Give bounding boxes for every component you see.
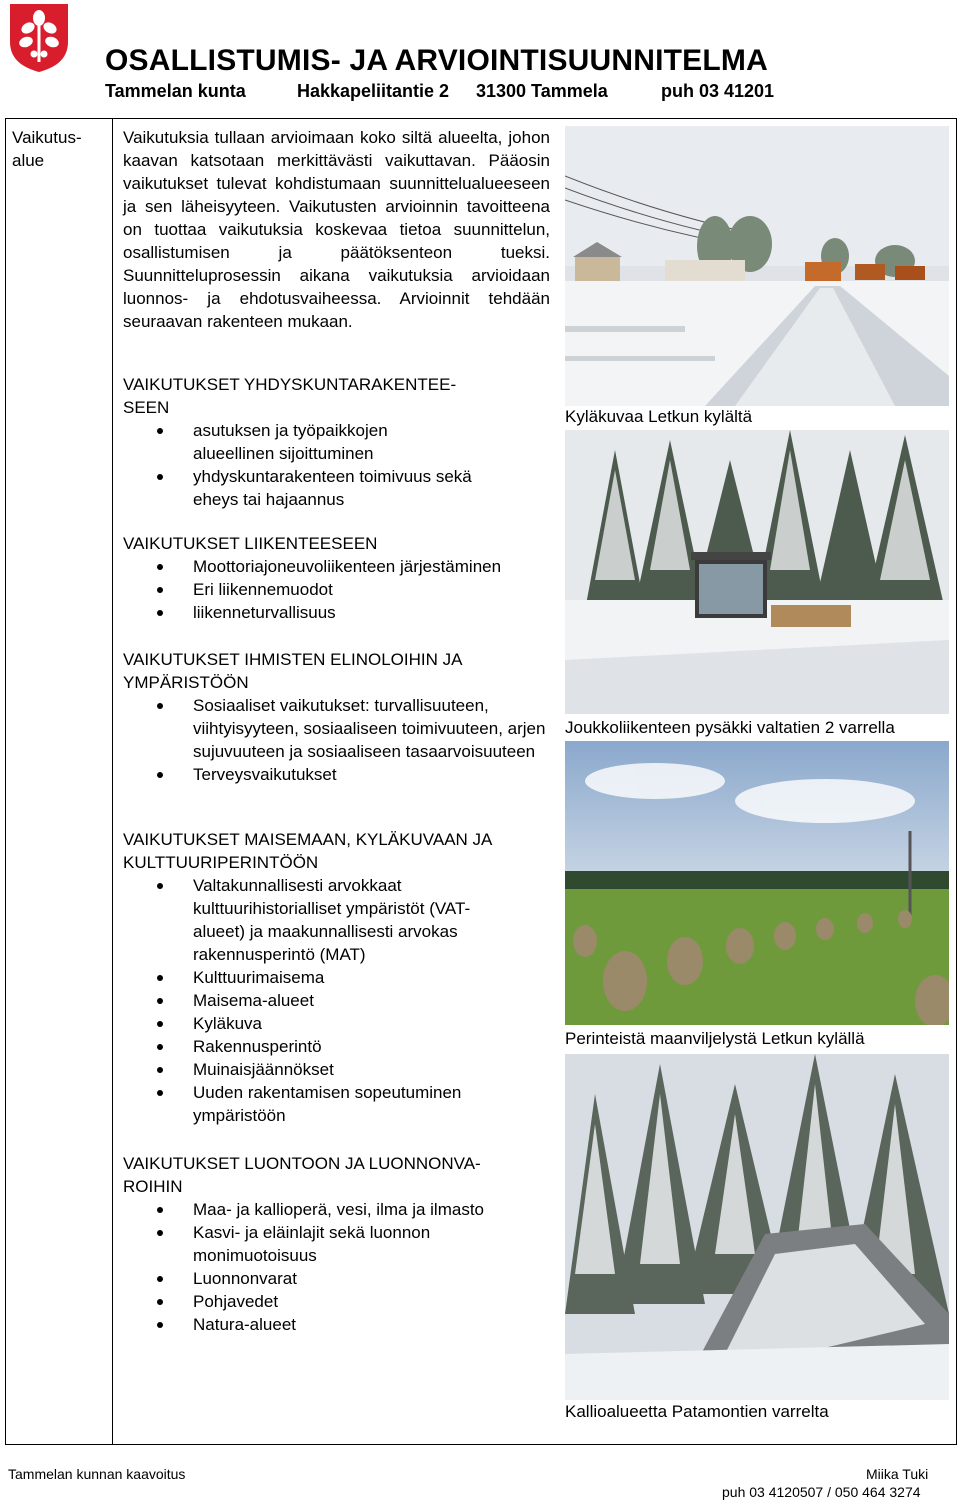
section-title: VAIKUTUKSET YHDYSKUNTARAKENTEE- SEEN [123,375,457,417]
bus-stop-photo [565,430,949,714]
photo-caption: Perinteistä maanviljelystä Letkun kylällä [565,1029,865,1048]
rock-area-winter-photo [565,1054,949,1400]
bullet-list [123,555,563,624]
intro-paragraph: Vaikutuksia tullaan arvioimaan koko siltä alueelta, johon kaavan katsotaan merkittävästi vaikuttavan. Pääosin vaikutukset tulevat kohdistumaan suunnittelualueeseen ja sen läheisyyteen. Vaikutusten arvioinnin tavoitteena on tuottaa vaikutuksia koskevaa tietoa suunnittelun, osallistumisen ja päätöksenteon tueksi. Suunnitteluprosessin aikana vaikutuksia arvioidaan luonnos- ja ehdotusvaiheessa. Arvioinnit tehdään seuraavan rakenteen mukaan. [123,128,550,331]
list-item: Luonnonvarat [123,1267,563,1290]
photo-caption: Kyläkuvaa Letkun kylältä [565,407,753,426]
list-item: asutuksen ja työpaikkojen alueellinen sijoittuminen [123,419,473,465]
section-community-structure [123,373,563,511]
list-item: Maisema-alueet [123,989,563,1012]
row-label: Vaikutus- alue [12,128,82,170]
list-item: Kasvi- ja eläinlajit sekä luonnon monimuotoisuus [123,1221,493,1267]
section-title: VAIKUTUKSET MAISEMAAN, KYLÄKUVAAN JA KULTTUURIPERINTÖÖN [123,830,493,872]
section-landscape-heritage [123,828,563,1127]
column-divider [112,118,113,1445]
list-item: Uuden rakentamisen sopeutuminen ympäristöön [123,1081,493,1127]
phone-number: puh 03 41201 [661,81,775,101]
section-traffic [123,532,563,624]
haystack-field-photo [565,741,949,1025]
photo-caption: Kallioalueetta Patamontien varrelta [565,1402,829,1421]
footer-contact-phone: puh 03 4120507 / 050 464 3274 [722,1484,921,1500]
list-item: Maa- ja kallioperä, vesi, ilma ja ilmasto [123,1198,563,1221]
bullet-list [123,694,563,786]
list-item: Terveysvaikutukset [123,763,563,786]
bullet-list [123,874,563,1127]
section-title: VAIKUTUKSET IHMISTEN ELINOLOIHIN JA YMPÄRISTÖÖN [123,650,463,692]
section-nature-resources [123,1152,563,1336]
list-item: Valtakunnallisesti arvokkaat kulttuurihistorialliset ympäristöt (VAT-alueet) ja maakunnallisesti arvokas rakennusperintö (MAT) [123,874,493,966]
section-title: VAIKUTUKSET LUONTOON JA LUONNONVA- ROIHIN [123,1154,481,1196]
village-winter-photo [565,126,949,406]
list-item: Kyläkuva [123,1012,563,1035]
bullet-list [123,1198,563,1336]
list-item: liikenneturvallisuus [123,601,563,624]
header-contact-line [105,80,785,102]
postal-address: 31300 Tammela [476,81,608,101]
document-title: OSALLISTUMIS- JA ARVIOINTISUUNNITELMA [105,44,768,77]
list-item: Muinaisjäännökset [123,1058,563,1081]
list-item: Rakennusperintö [123,1035,563,1058]
list-item: yhdyskuntarakenteen toimivuus sekä eheys tai hajaannus [123,465,473,511]
list-item: Pohjavedet [123,1290,563,1313]
section-living-conditions [123,648,563,786]
footer-contact-name: Miika Tuki [866,1466,929,1482]
list-item: Natura-alueet [123,1313,563,1336]
bullet-list [123,419,543,511]
list-item: Eri liikennemuodot [123,578,563,601]
list-item: Moottoriajoneuvoliikenteen järjestäminen [123,555,563,578]
organization-name: Tammelan kunta [105,81,246,101]
section-title: VAIKUTUKSET LIIKENTEESEEN [123,534,378,553]
footer-department: Tammelan kunnan kaavoitus [8,1466,186,1482]
list-item: Kulttuurimaisema [123,966,563,989]
photo-caption: Joukkoliikenteen pysäkki valtatien 2 varrella [565,718,895,737]
street-address: Hakkapeliitantie 2 [297,81,450,101]
list-item: Sosiaaliset vaikutukset: turvallisuuteen, viihtyisyyteen, sosiaaliseen toimivuuteen, arjen sujuvuuteen ja sosiaaliseen tasaarvoisuuteen [123,694,553,763]
municipal-crest-logo [8,2,70,74]
